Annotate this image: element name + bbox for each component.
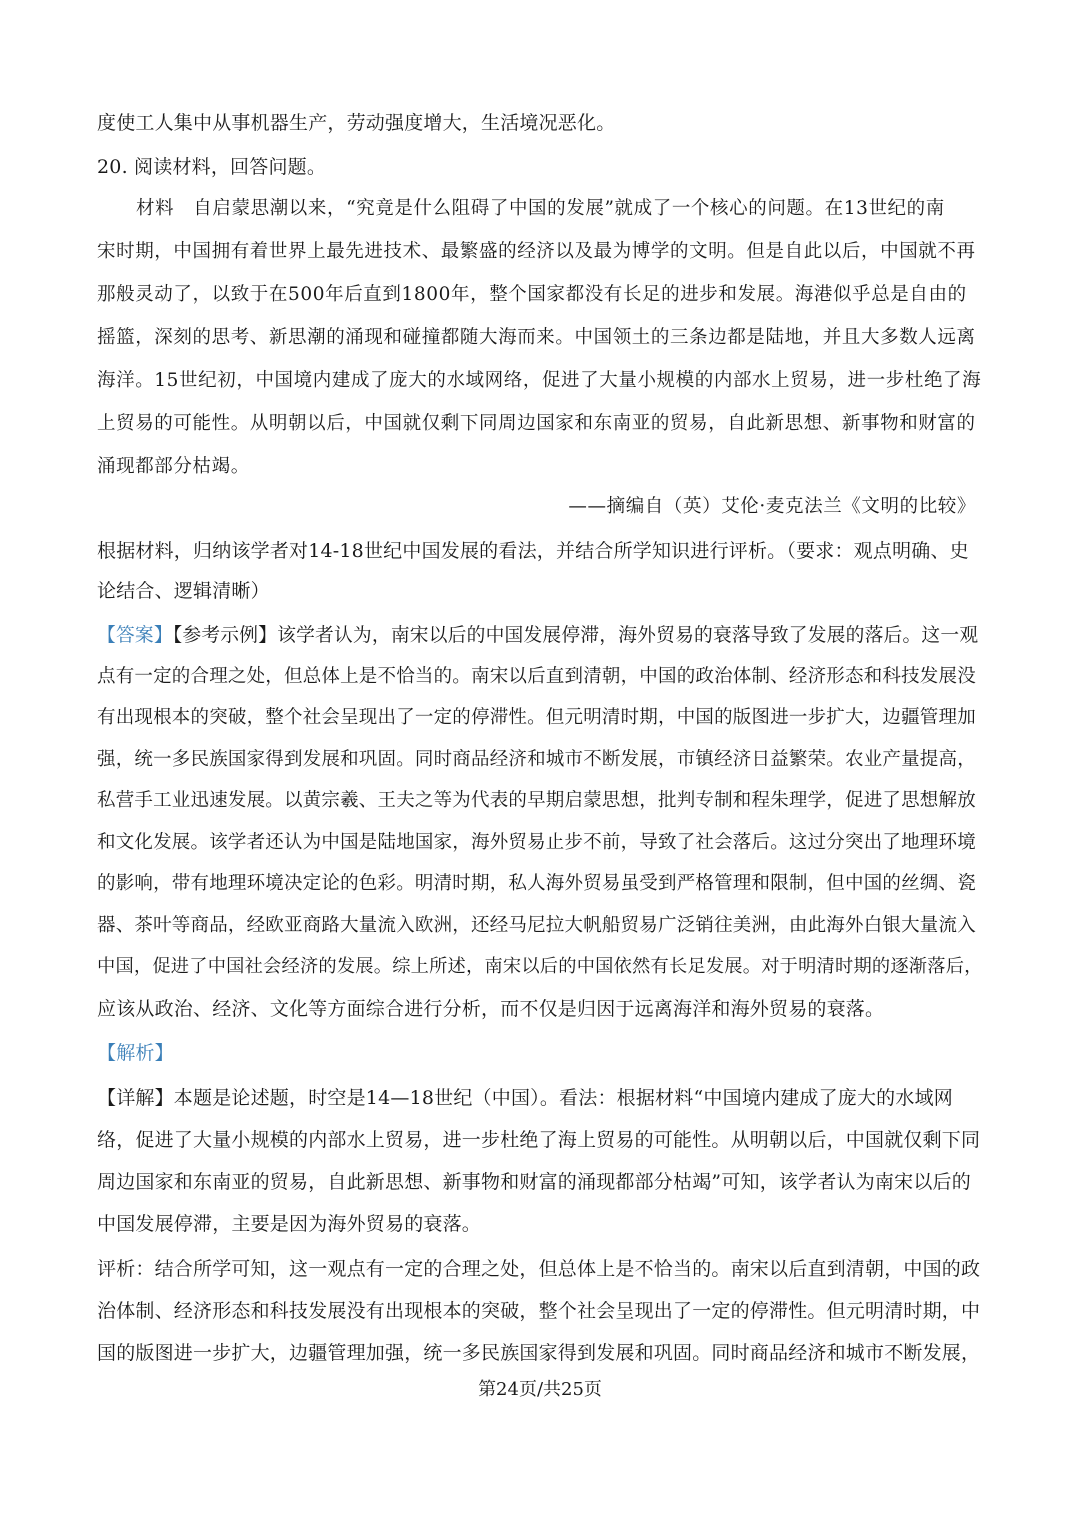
answer-line: 器、茶叶等商品，经欧亚商路大量流入欧洲，还经马尼拉大帆船贸易广泛销往美洲，由此海外白银大量流入 <box>97 915 976 936</box>
material-line: 材料 自启蒙思潮以来，“究竟是什么阻碍了中国的发展”就成了一个核心的问题。在13世纪的南 <box>136 198 945 219</box>
detail-line: 中国发展停滞，主要是因为海外贸易的衰落。 <box>97 1213 482 1235</box>
evaluation-line: 治体制、经济形态和科技发展没有出现根本的突破，整个社会呈现出了一定的停滞性。但元明清时期，中 <box>97 1300 981 1322</box>
answer-line: 私营手工业迅速发展。以黄宗羲、王夫之等为代表的早期启蒙思想，批判专制和程朱理学，促进了思想解放 <box>97 790 976 811</box>
answer-tag: 【答案】 <box>97 625 173 646</box>
question-prompt: 根据材料，归纳该学者对14-18世纪中国发展的看法，并结合所学知识进行评析。（要求：观点明确、史 <box>97 540 969 562</box>
question-prompt: 论结合、逻辑清晰） <box>97 580 270 602</box>
answer-line: 有出现根本的突破，整个社会呈现出了一定的停滞性。但元明清时期，中国的版图进一步扩大，边疆管理加 <box>97 707 976 728</box>
answer-line: 点有一定的合理之处，但总体上是不恰当的。南宋以后直到清朝，中国的政治体制、经济形态和科技发展没 <box>97 666 976 687</box>
answer-text: 【参考示例】该学者认为，南宋以后的中国发展停滞，海外贸易的衰落导致了发展的落后。这一观 <box>172 625 979 646</box>
answer-line: 应该从政治、经济、文化等方面综合进行分析，而不仅是归因于远离海洋和海外贸易的衰落。 <box>97 998 885 1020</box>
page-number: 第24页/共25页 <box>478 1379 602 1400</box>
evaluation-line: 国的版图进一步扩大，边疆管理加强，统一多民族国家得到发展和巩固。同时商品经济和城市不断发展， <box>97 1342 981 1364</box>
detail-line: 周边国家和东南亚的贸易，自此新思想、新事物和财富的涌现都部分枯竭”可知，该学者认为南宋以后的 <box>97 1171 971 1193</box>
continuation-line: 度使工人集中从事机器生产，劳动强度增大，生活境况恶化。 <box>97 112 616 134</box>
evaluation-line: 评析：结合所学可知，这一观点有一定的合理之处，但总体上是不恰当的。南宋以后直到清朝，中国的政 <box>97 1258 981 1280</box>
material-line: 海洋。15世纪初，中国境内建成了庞大的水域网络，促进了大量小规模的内部水上贸易，进一步杜绝了海 <box>97 370 982 391</box>
answer-line: 的影响，带有地理环境决定论的色彩。明清时期，私人海外贸易虽受到严格管理和限制，但中国的丝绸、瓷 <box>97 873 976 894</box>
answer-line: 中国，促进了中国社会经济的发展。综上所述，南宋以后的中国依然有长足发展。对于明清时期的逐渐落后， <box>97 956 983 977</box>
question-title: 20. 阅读材料，回答问题。 <box>97 156 327 178</box>
material-line: 摇篮，深刻的思考、新思潮的涌现和碰撞都随大海而来。中国领土的三条边都是陆地，并且大多数人远离 <box>97 327 976 348</box>
material-source: ——摘编自（英）艾伦·麦克法兰《文明的比较》 <box>568 496 976 517</box>
material-line: 涌现都部分枯竭。 <box>97 456 250 477</box>
answer-line: 和文化发展。该学者还认为中国是陆地国家，海外贸易止步不前，导致了社会落后。这过分突出了地理环境 <box>97 832 976 853</box>
detail-line: 【详解】本题是论述题，时空是14—18世纪（中国）。看法：根据材料“中国境内建成了庞大的水域网 <box>97 1087 953 1109</box>
material-line: 那般灵动了，以致于在500年后直到1800年，整个国家都没有长足的进步和发展。海港似乎总是自由的 <box>97 284 967 305</box>
answer-first-line <box>97 624 978 648</box>
detail-line: 络，促进了大量小规模的内部水上贸易，进一步杜绝了海上贸易的可能性。从明朝以后，中国就仅剩下同 <box>97 1129 981 1151</box>
material-line: 上贸易的可能性。从明朝以后，中国就仅剩下同周边国家和东南亚的贸易，自此新思想、新事物和财富的 <box>97 413 976 434</box>
answer-line: 强，统一多民族国家得到发展和巩固。同时商品经济和城市不断发展，市镇经济日益繁荣。农业产量提高， <box>97 749 976 770</box>
analysis-tag: 【解析】 <box>97 1042 174 1064</box>
material-line: 宋时期，中国拥有着世界上最先进技术、最繁盛的经济以及最为博学的文明。但是自此以后，中国就不再 <box>97 241 976 262</box>
